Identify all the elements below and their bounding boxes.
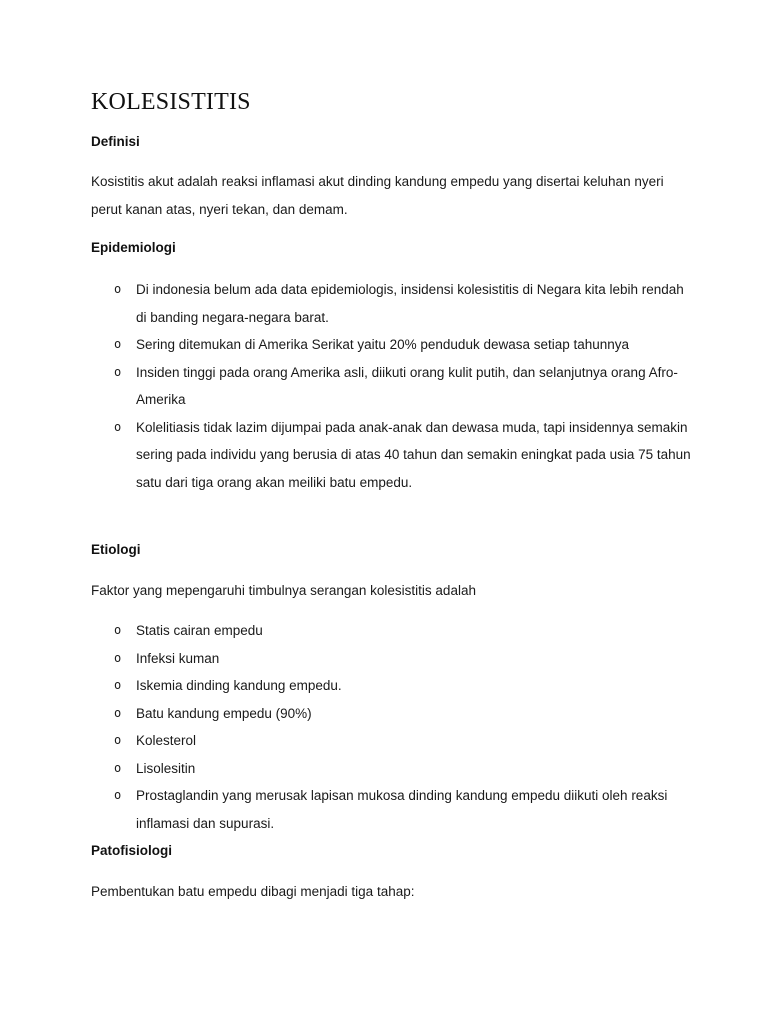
list-item-text: Lisolesitin [136,760,196,776]
epidemiologi-list [91,276,691,496]
document-title: KOLESISTITIS [91,89,251,115]
list-item [91,359,691,414]
list-item-text: Kolelitiasis tidak lazim dijumpai pada anak-anak dan dewasa muda, tapi insidennya semakin sering pada individu yang berusia di atas 40 tahun dan semakin eningkat pada usia 75 tahun satu dari tiga orang akan meiliki batu empedu. [136,419,691,490]
etiologi-list [91,617,691,837]
patofisiologi-paragraph [91,850,691,905]
bullet-icon: o [114,337,122,351]
etiologi-intro: Faktor yang mepengaruhi timbulnya serangan kolesistitis adalah [91,583,476,598]
list-item-text: Di indonesia belum ada data epidemiologis, insidensi kolesistitis di Negara kita lebih rendah di banding negara-negara barat. [136,282,684,325]
bullet-icon: o [114,419,122,434]
list-item [91,276,691,331]
list-item [91,755,691,783]
bullet-icon: o [114,788,122,802]
list-item-text: Kolesterol [136,733,197,748]
definisi-paragraph: Kosistitis akut adalah reaksi inflamasi akut dinding kandung empedu yang disertai keluhan nyeri perut kanan atas, nyeri tekan, dan demam. [91,174,664,217]
list-item-text: Batu kandung empedu (90%) [136,705,312,721]
list-item-text: Infeksi kuman [136,650,220,666]
section-heading-patofisiologi: Patofisiologi [91,843,172,858]
bullet-icon: o [114,364,122,379]
bullet-icon: o [114,760,122,775]
list-item-text: Insiden tinggi pada orang Amerika asli, diikuti orang kulit putih, dan selanjutnya orang Afro-Amerika [136,364,678,407]
list-item [91,645,691,673]
bullet-icon: o [114,678,122,692]
bullet-icon: o [114,650,122,665]
section-heading-epidemiologi: Epidemiologi [91,240,176,255]
bullet-icon: o [114,623,122,637]
list-item-text: Prostaglandin yang merusak lapisan mukosa dinding kandung empedu diikuti oleh reaksi inflamasi dan supurasi. [136,788,668,831]
list-item [91,617,691,645]
list-item [91,672,691,700]
list-item-text: Sering ditemukan di Amerika Serikat yaitu 20% penduduk dewasa setiap tahunnya [136,337,630,352]
list-item [91,414,691,497]
patofisiologi-text: Pembentukan batu empedu dibagi menjadi tiga tahap: [91,883,415,899]
list-item [91,727,691,755]
bullet-icon: o [114,733,122,747]
list-item [91,700,691,728]
bullet-icon: o [114,282,122,296]
list-item [91,331,691,359]
section-heading-definisi: Definisi [91,134,140,149]
bullet-icon: o [114,705,122,720]
list-item [91,782,691,837]
section-heading-etiologi: Etiologi [91,542,141,557]
list-item-text: Iskemia dinding kandung empedu. [136,678,342,693]
list-item-text: Statis cairan empedu [136,623,263,638]
